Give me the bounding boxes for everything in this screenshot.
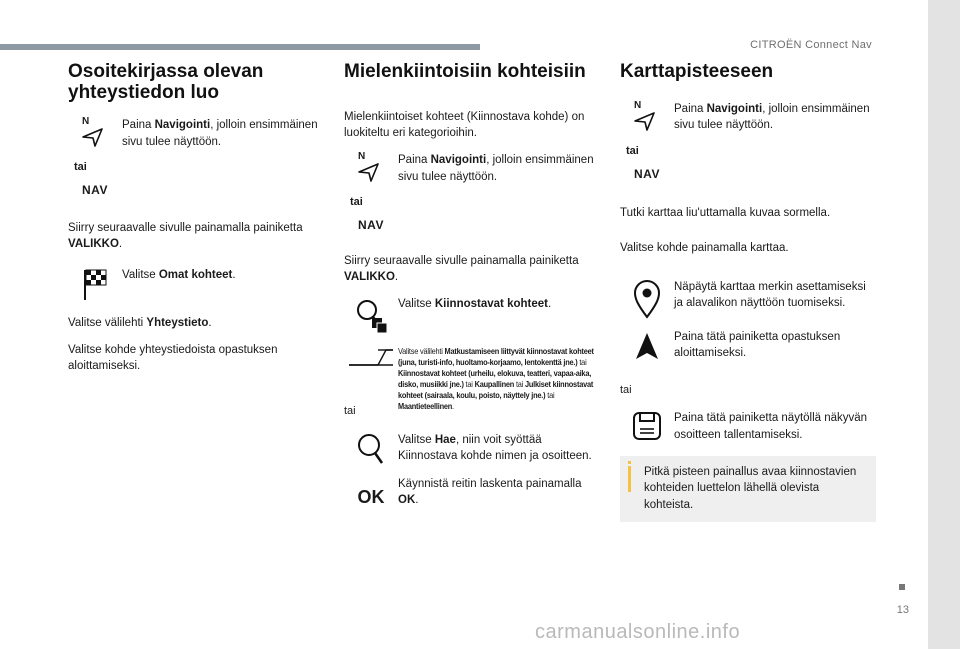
save-icon [631, 410, 663, 442]
step-tab-categories [344, 346, 600, 412]
tab-icon [348, 346, 394, 368]
info-icon [628, 466, 631, 492]
paragraph-contact-tab: Valitse välilehti Yhteystieto. [68, 317, 212, 330]
nav-button-label: NAV [82, 183, 108, 198]
paragraph-explore-map: Tutki karttaa liu'uttamalla kuvaa sormella. [620, 207, 831, 220]
step-navigation: N Paina Navigointi, jolloin ensimmäinen sivu tulee näyttöön. [634, 99, 870, 132]
step-ok: OK Käynnistä reitin laskenta painamalla OK. [344, 476, 600, 510]
or-label: tai [350, 196, 363, 209]
step-save: Paina tätä painiketta näytöllä näkyvän osoitteen tallentamiseksi. [620, 410, 876, 443]
section-address-book [68, 62, 320, 385]
navigation-icon: N [632, 101, 662, 133]
step-search: Valitse Hae, niin voit syöttää Kiinnostava kohde nimen ja osoitteen. [344, 432, 600, 466]
info-text: Pitkä pisteen painallus avaa kiinnostavien kohteiden luettelon lähellä olevista kohteista. [644, 465, 857, 512]
step-start-guidance: Paina tätä painiketta opastuksen aloittamiseksi. [620, 329, 876, 363]
tab-categories-text: Valitse välilehti Matkustamiseen liittyvät kiinnostavat kohteet (juna, turisti-info, huoltamo-korjaamo, lentokenttä jne.) tai Kiinnostavat kohteet (urheilu, elokuva, teatteri, vapaa-aika, disko, musiikki jne.) tai Kaupallinen tai Julkiset kiinnostavat kohteet (sairaala, koulu, poisto, näyttely jne.) tai Maantieteellinen. [398, 345, 594, 411]
section-map-point [620, 62, 876, 522]
or-label: tai [344, 404, 356, 417]
step-navigation: N Paina Navigointi, jolloin ensimmäinen sivu tulee näyttöön. [82, 116, 318, 148]
step-my-destinations: Valitse Omat kohteet. [68, 267, 320, 301]
or-label: tai [626, 144, 639, 157]
step-poi: Valitse Kiinnostavat kohteet. [344, 296, 600, 336]
header-bar [0, 44, 480, 50]
paragraph-select-map: Valitse kohde painamalla karttaa. [620, 241, 789, 254]
page-number: 13 [896, 604, 909, 616]
navigation-icon: N [80, 117, 110, 149]
search-icon [356, 432, 386, 466]
ok-button-label: OK [357, 486, 385, 507]
paragraph-menu: Siirry seuraavalle sivulle painamalla painiketta VALIKKO. [344, 254, 579, 284]
or-label: tai [620, 383, 632, 396]
section-points-of-interest [344, 62, 600, 520]
paragraph-select-contact: Valitse kohde yhteystiedoista opastuksen aloittamiseksi. [68, 343, 278, 373]
navigation-icon: N [356, 152, 386, 184]
page-edge-strip [928, 0, 960, 649]
step-pin: Näpäytä karttaa merkin asettamiseksi ja alavalikon näyttöön tuomiseksi. [620, 279, 876, 319]
brand-label: CITROËN Connect Nav [750, 39, 872, 51]
section-title: Mielenkiintoisiin kohteisiin [344, 61, 586, 82]
or-label: tai [74, 161, 87, 174]
section-title: Osoitekirjassa olevan yhteystiedon luo [68, 61, 264, 103]
step-navigation: N Paina Navigointi, jolloin ensimmäinen sivu tulee näyttöön. [358, 150, 594, 183]
section-title: Karttapisteeseen [620, 61, 774, 82]
watermark: carmanualsonline.info [535, 621, 741, 643]
nav-button-label: NAV [634, 166, 660, 181]
map-pin-icon [632, 279, 662, 319]
poi-search-icon [353, 296, 389, 336]
paragraph-intro: Mielenkiintoiset kohteet (Kiinnostava kohde) on luokiteltu eri kategorioihin. [344, 110, 585, 140]
navigation-arrow-icon [632, 329, 662, 363]
continue-marker [899, 584, 905, 590]
nav-button-label: NAV [358, 218, 384, 233]
paragraph-menu: Siirry seuraavalle sivulle painamalla painiketta VALIKKO. [68, 221, 303, 251]
info-box [620, 456, 876, 522]
checkered-flag-icon [82, 267, 108, 301]
